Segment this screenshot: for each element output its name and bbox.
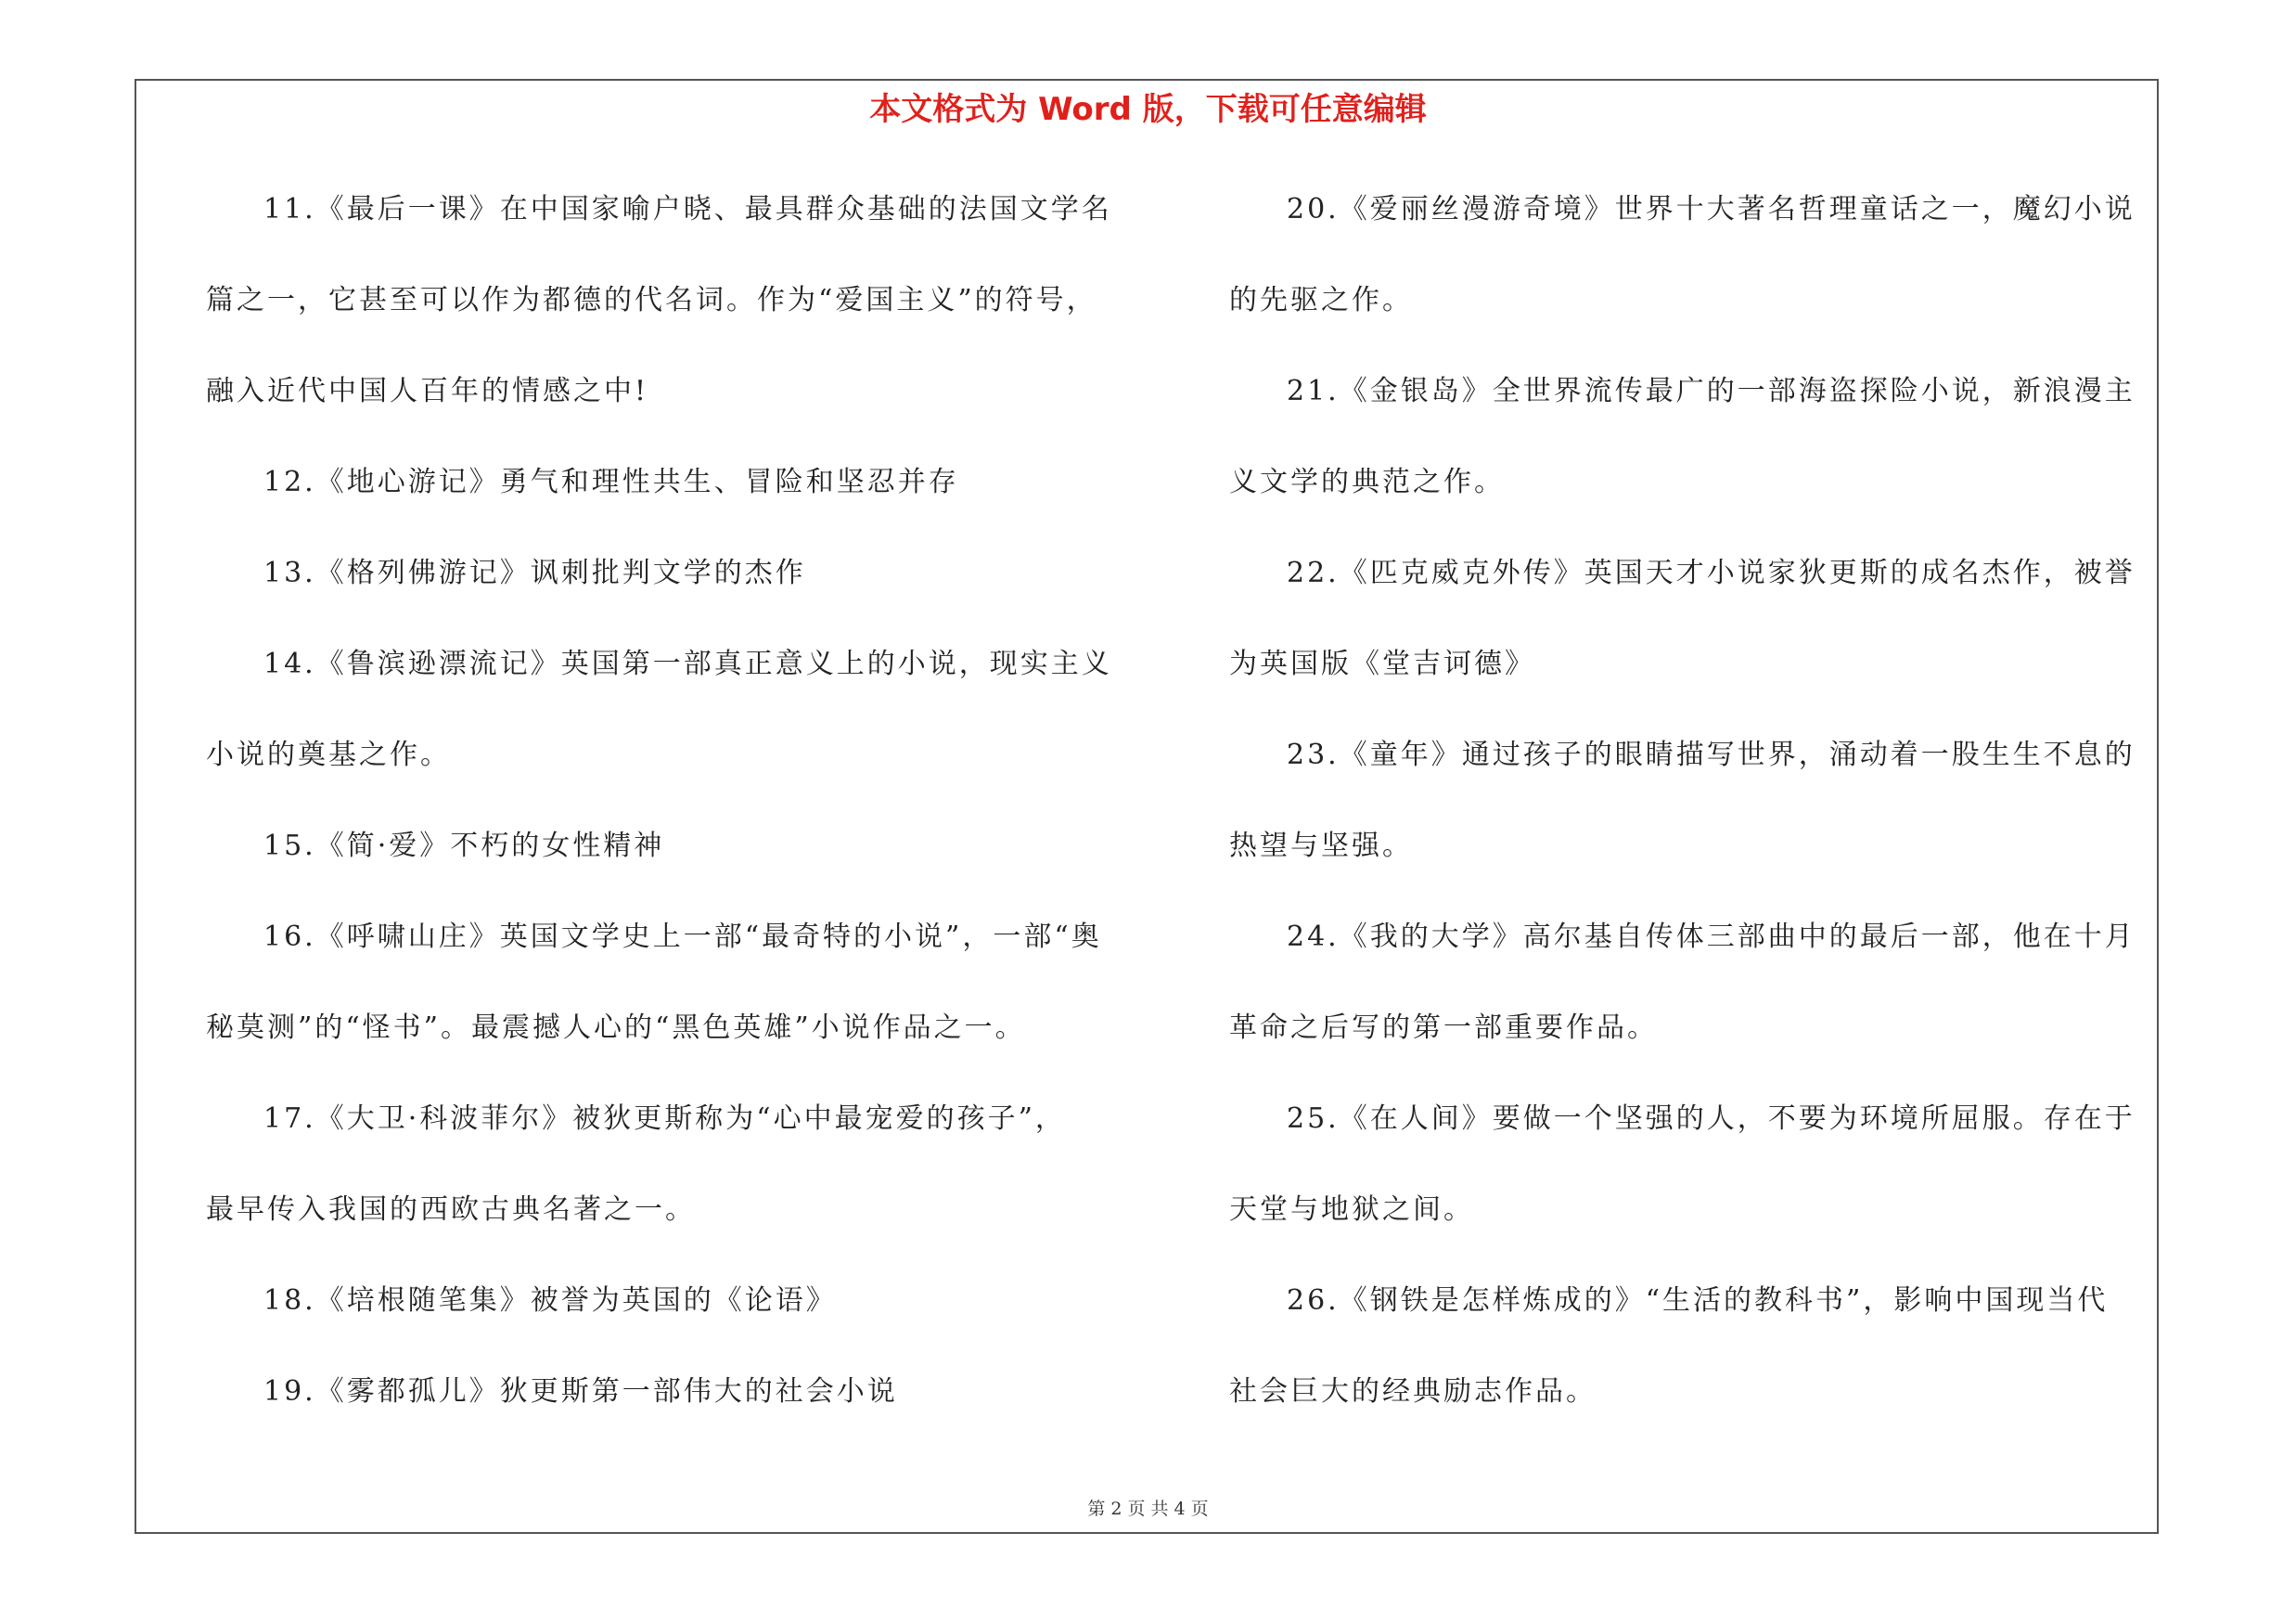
entry-line: 最早传入我国的西欧古典名著之一。 — [206, 1193, 696, 1226]
entry-line: 16.《呼啸山庄》英国文学史上一部“最奇特的小说”，一部“奥 — [263, 921, 1102, 953]
entry-line: 23.《童年》通过孩子的眼睛描写世界，涌动着一股生生不息的 — [1287, 739, 2136, 771]
entry-line: 14.《鲁滨逊漂流记》英国第一部真正意义上的小说，现实主义 — [263, 648, 1112, 680]
book-entry — [1229, 1090, 2148, 1272]
entry-line: 19.《雾都孤儿》狄更斯第一部伟大的社会小说 — [263, 1375, 898, 1408]
book-entry — [206, 1090, 1166, 1272]
entry-line: 义文学的典范之作。 — [1229, 466, 1505, 498]
entry-line: 20.《爱丽丝漫游奇境》世界十大著名哲理童话之一，魔幻小说 — [1287, 193, 2136, 225]
book-entry — [206, 181, 1166, 454]
entry-line: 15.《简·爱》不朽的女性精神 — [263, 830, 665, 862]
entry-line: 革命之后写的第一部重要作品。 — [1229, 1011, 1658, 1044]
entry-line: 17.《大卫·科波菲尔》被狄更斯称为“心中最宠爱的孩子”， — [263, 1102, 1066, 1135]
entry-line: 融入近代中国人百年的情感之中! — [206, 375, 649, 407]
entry-line: 11.《最后一课》在中国家喻户晓、最具群众基础的法国文学名 — [263, 193, 1112, 225]
entry-line: 小说的奠基之作。 — [206, 739, 451, 771]
entry-line: 篇之一，它甚至可以作为都德的代名词。作为“爱国主义”的符号， — [206, 284, 1097, 316]
entry-line: 24.《我的大学》高尔基自传体三部曲中的最后一部，他在十月 — [1287, 921, 2136, 953]
book-entry — [1229, 908, 2148, 1090]
book-entry — [206, 1272, 1166, 1363]
book-entry — [206, 636, 1166, 818]
entry-line: 22.《匹克威克外传》英国天才小说家狄更斯的成名杰作，被誉 — [1287, 557, 2136, 589]
book-entry — [1229, 545, 2148, 727]
entry-line: 26.《钢铁是怎样炼成的》“生活的教科书”，影响中国现当代 — [1287, 1284, 2109, 1317]
entry-line: 秘莫测”的“怪书”。最震撼人心的“黑色英雄”小说作品之一。 — [206, 1011, 1026, 1044]
entry-line: 社会巨大的经典励志作品。 — [1229, 1375, 1597, 1408]
book-entry — [206, 818, 1166, 908]
entry-line: 25.《在人间》要做一个坚强的人，不要为环境所屈服。存在于 — [1287, 1102, 2136, 1135]
entry-line: 天堂与地狱之间。 — [1229, 1193, 1474, 1226]
book-entry — [206, 908, 1166, 1090]
right-column — [1229, 181, 2148, 1454]
book-entry — [206, 1363, 1166, 1454]
entry-line: 18.《培根随笔集》被誉为英国的《论语》 — [263, 1284, 837, 1317]
entry-line: 21.《金银岛》全世界流传最广的一部海盗探险小说，新浪漫主 — [1287, 375, 2136, 407]
book-entry — [1229, 727, 2148, 908]
entry-line: 的先驱之作。 — [1229, 284, 1413, 316]
left-column — [206, 181, 1166, 1454]
page-footer: 第 2 页 共 4 页 — [1087, 1499, 1209, 1519]
book-entry — [206, 545, 1166, 636]
book-entry — [1229, 181, 2148, 363]
entry-line: 12.《地心游记》勇气和理性共生、冒险和坚忍并存 — [263, 466, 959, 498]
book-entry — [1229, 1272, 2148, 1454]
book-entry — [206, 454, 1166, 545]
entry-line: 13.《格列佛游记》讽刺批判文学的杰作 — [263, 557, 806, 589]
book-entry — [1229, 363, 2148, 545]
format-banner: 本文格式为 Word 版，下载可任意编辑 — [869, 91, 1427, 128]
entry-line: 热望与坚强。 — [1229, 830, 1413, 862]
entry-line: 为英国版《堂吉诃德》 — [1229, 648, 1535, 680]
